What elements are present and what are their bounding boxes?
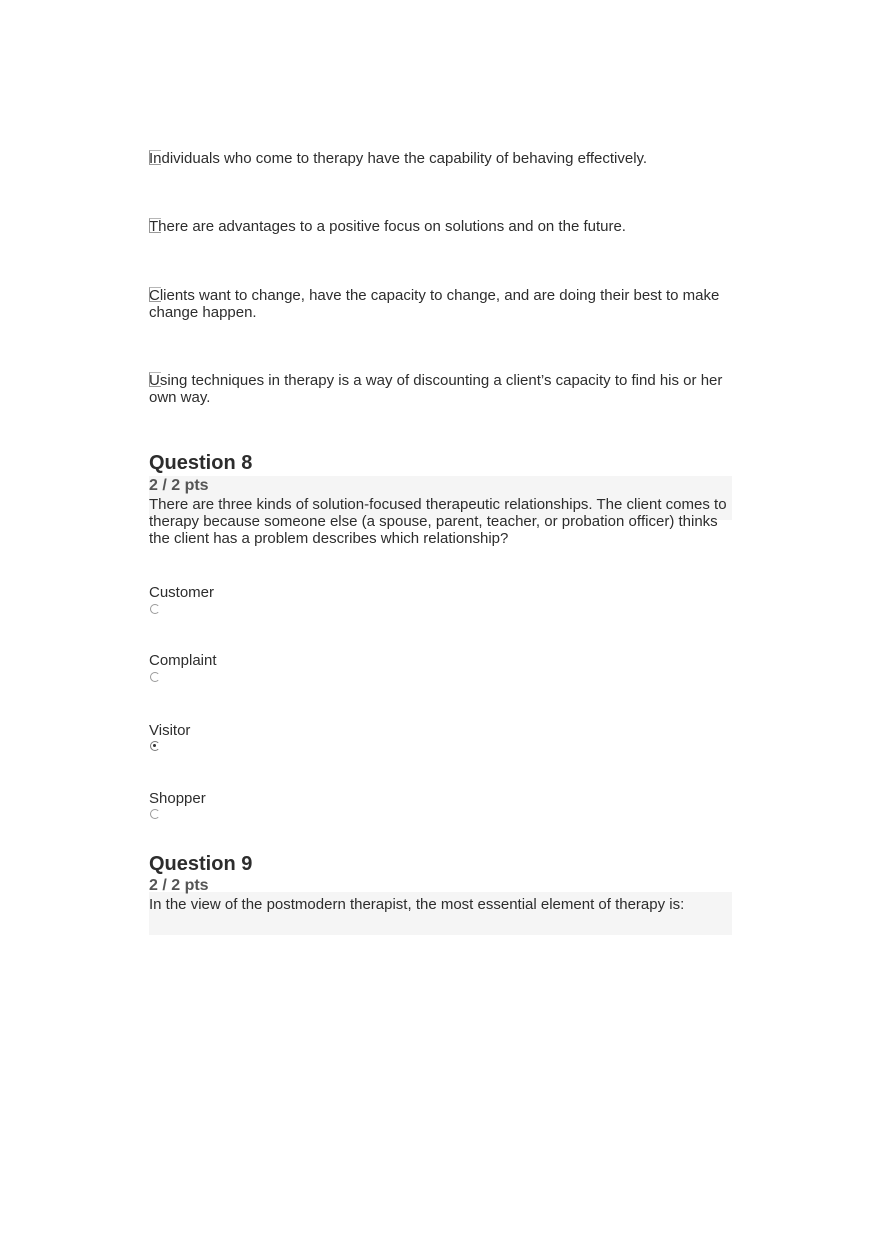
radio-customer[interactable] [150, 604, 160, 614]
question-8-points: 2 / 2 pts [149, 477, 209, 494]
option-item[interactable] [149, 218, 734, 235]
checkbox-icon[interactable] [149, 150, 161, 165]
choice-label-visitor: Visitor [149, 722, 191, 739]
option-text: Using techniques in therapy is a way of discounting a client’s capacity to find his or her own way. [149, 372, 723, 406]
question-9-text: In the view of the postmodern therapist, the most essential element of therapy is: [149, 896, 685, 913]
question-9-title: Question 9 [149, 853, 253, 875]
radio-visitor-selected[interactable] [150, 741, 160, 751]
checkbox-icon[interactable] [149, 287, 161, 302]
option-text: There are advantages to a positive focus on solutions and on the future. [149, 218, 626, 235]
radio-complaint[interactable] [150, 672, 160, 682]
question-8-text: There are three kinds of solution-focused therapeutic relationships. The client comes to therapy because someone else (a spouse, parent, teacher, or probation ofﬁcer) thinks the client has a problem describes which relationship? [149, 496, 727, 547]
option-item[interactable] [149, 287, 734, 321]
option-text: Individuals who come to therapy have the capability of behaving effectively. [149, 150, 648, 167]
choice-label-shopper: Shopper [149, 790, 206, 807]
checkbox-icon[interactable] [149, 218, 161, 233]
option-text: Clients want to change, have the capacity to change, and are doing their best to make change happen. [149, 287, 720, 321]
option-item[interactable] [149, 372, 734, 406]
question-9-points: 2 / 2 pts [149, 877, 209, 894]
checkbox-icon[interactable] [149, 372, 161, 387]
option-item[interactable] [149, 150, 734, 167]
radio-shopper[interactable] [150, 809, 160, 819]
choice-label-complaint: Complaint [149, 652, 217, 669]
choice-label-customer: Customer [149, 584, 215, 601]
question-8-title: Question 8 [149, 452, 253, 474]
